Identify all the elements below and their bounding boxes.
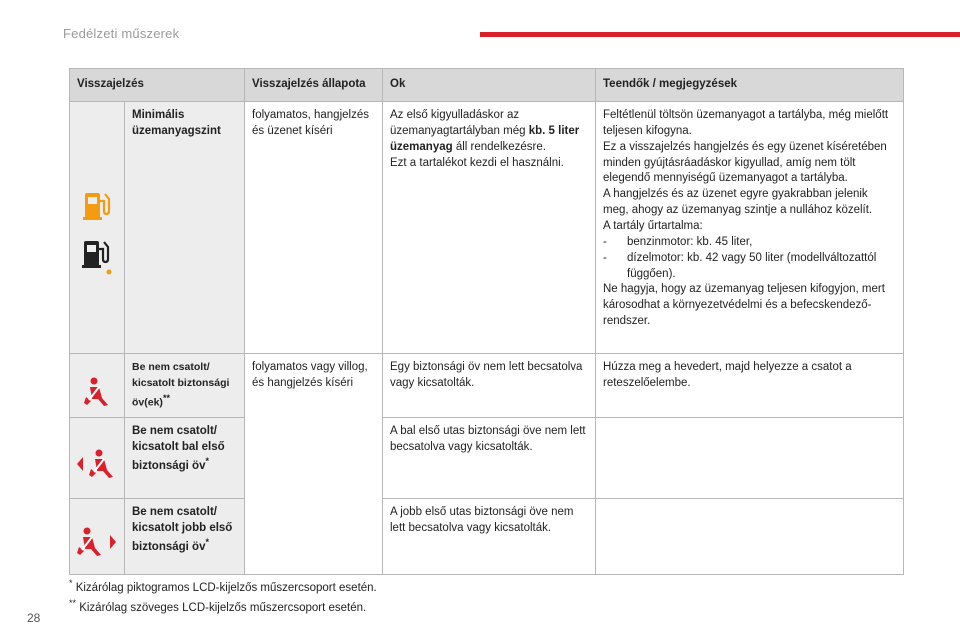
belt-right-name bbox=[125, 498, 245, 574]
list-item: - benzinmotor: kb. 45 liter, bbox=[603, 235, 896, 251]
table-row-fuel bbox=[70, 102, 904, 354]
footnote-mark: * bbox=[205, 537, 209, 548]
seatbelt-icon bbox=[84, 377, 110, 407]
belt-general-name bbox=[125, 354, 245, 418]
table-row-belt-right bbox=[70, 498, 904, 574]
fuel-pump-orange-icon bbox=[82, 189, 112, 221]
fuel-reason bbox=[383, 102, 596, 354]
belt-left-action bbox=[596, 417, 904, 498]
belt-general-action: Húzza meg a hevedert, majd helyezze a csatot a reteszelőelembe. bbox=[596, 354, 904, 418]
belt-left-reason: A bal első utas biztonsági öve nem lett becsatolva vagy kicsatolták. bbox=[383, 417, 596, 498]
fuel-action bbox=[596, 102, 904, 354]
footnote-mark: ** bbox=[69, 598, 77, 609]
section-title: Fedélzeti műszerek bbox=[63, 26, 180, 41]
fuel-action-p5: Ne hagyja, hogy az üzemanyag teljesen kifogyjon, mert károsodhat a környezetvédelmi és a befecskendező-rendszer. bbox=[603, 283, 885, 328]
header-indicator: Visszajelzés bbox=[70, 69, 245, 102]
belt-general-icon-cell bbox=[70, 354, 125, 418]
header-reason: Ok bbox=[383, 69, 596, 102]
header-accent-bar bbox=[480, 32, 960, 37]
belt-general-reason: Egy biztonsági öv nem lett becsatolva vagy kicsatolták. bbox=[383, 354, 596, 418]
seatbelt-left-icon bbox=[77, 449, 117, 479]
belt-left-name bbox=[125, 417, 245, 498]
seatbelt-right-icon bbox=[77, 527, 117, 557]
footnote-mark: ** bbox=[162, 392, 170, 403]
belt-state: folyamatos vagy villog, és hangjelzés kíséri bbox=[245, 354, 383, 575]
belt-left-name-text: Be nem csatolt/ kicsatolt bal első biztonsági öv bbox=[132, 424, 225, 473]
fuel-capacity-list bbox=[603, 235, 896, 283]
fuel-action-p1: Feltétlenül töltsön üzemanyagot a tartályba, még mielőtt teljesen kifogyna. bbox=[603, 109, 889, 137]
footnote-mark: * bbox=[205, 456, 209, 467]
fuel-reason-line2: Ezt a tartalékot kezdi el használni. bbox=[390, 156, 564, 169]
belt-left-icon-cell bbox=[70, 417, 125, 498]
fuel-reason-text-end: áll rendelkezésre. bbox=[452, 140, 546, 153]
list-item: - dízelmotor: kb. 42 vagy 50 liter (modellváltozattól függően). bbox=[603, 251, 896, 283]
fuel-pump-black-icon bbox=[81, 237, 113, 277]
header-action: Teendők / megjegyzések bbox=[596, 69, 904, 102]
fuel-name: Minimális üzemanyagszint bbox=[125, 102, 245, 354]
footnote-double bbox=[69, 597, 377, 617]
footnotes bbox=[69, 577, 377, 617]
belt-right-icon-cell bbox=[70, 498, 125, 574]
table-row-belt-general bbox=[70, 354, 904, 418]
footnote-single-text: Kizárólag piktogramos LCD-kijelzős műszercsoport esetén. bbox=[72, 581, 377, 594]
table-row-belt-left bbox=[70, 417, 904, 498]
footnote-double-text: Kizárólag szöveges LCD-kijelzős műszercsoport esetén. bbox=[76, 601, 367, 614]
fuel-action-p2: Ez a visszajelzés hangjelzés és egy üzenet kíséretében minden gyújtásráadáskor kigyullad, amíg nem tölt elegendő mennyiségű üzemanyagot a tartályba. bbox=[603, 140, 887, 185]
belt-right-name-text: Be nem csatolt/ kicsatolt jobb első biztonsági öv bbox=[132, 505, 233, 554]
indicator-table bbox=[69, 68, 904, 575]
page-number: 28 bbox=[27, 611, 41, 625]
fuel-reason-text: Az első kigyulladáskor az üzemanyagtartályban még bbox=[390, 109, 529, 137]
fuel-icon-cell bbox=[70, 102, 125, 354]
footnote-mark: * bbox=[69, 578, 73, 588]
footnote-single bbox=[69, 577, 377, 597]
fuel-action-p3: A hangjelzés és az üzenet egyre gyakrabban jelenik meg, ahogy az üzemanyag szintje a nullához közelít. bbox=[603, 188, 873, 217]
header-state: Visszajelzés állapota bbox=[245, 69, 383, 102]
belt-right-reason: A jobb első utas biztonsági öve nem lett becsatolva vagy kicsatolták. bbox=[383, 498, 596, 574]
belt-right-action bbox=[596, 498, 904, 574]
fuel-reason-bold: kb. 5 liter üzemanyag bbox=[390, 124, 580, 153]
table-header-row bbox=[70, 69, 904, 102]
belt-general-name-text: Be nem csatolt/ kicsatolt biztonsági öv(ek) bbox=[132, 361, 230, 408]
fuel-state: folyamatos, hangjelzés és üzenet kíséri bbox=[245, 102, 383, 354]
fuel-action-p4: A tartály űrtartalma: bbox=[603, 220, 703, 233]
